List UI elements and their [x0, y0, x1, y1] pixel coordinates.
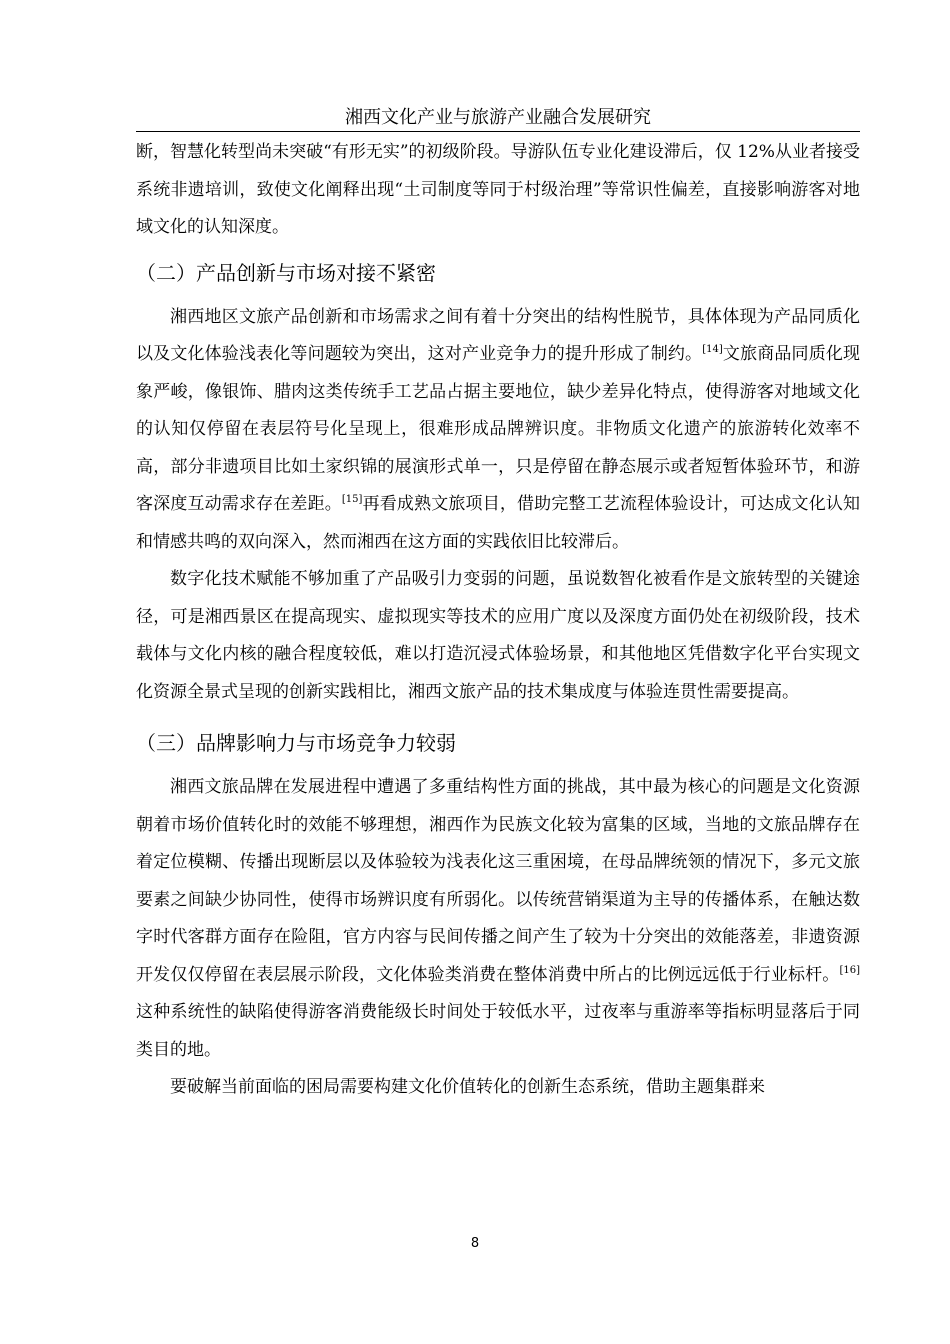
- paragraph-brand: [136, 769, 860, 1069]
- paragraph-text: 湘西地区文旅产品创新和市场需求之间有着十分突出的结构性脱节，具体体现为产品同质化以及文化体验浅表化等问题较为突出，这对产业竞争力的提升形成了制约。: [136, 306, 860, 364]
- citation-16: [16]: [839, 964, 860, 976]
- section-heading-3: （三）品牌影响力与市场竞争力较弱: [136, 731, 456, 755]
- paragraph-text: 这种系统性的缺陷使得游客消费能级长时间处于较低水平，过夜率与重游率等指标明显落后于同类目的地。: [136, 1002, 860, 1060]
- page-number: 8: [470, 1236, 480, 1251]
- citation-14: [14]: [702, 344, 723, 355]
- paragraph-product-innovation: [136, 299, 860, 562]
- paragraph-continuation: 断，智慧化转型尚未突破“有形无实”的初级阶段。导游队伍专业化建设滞后，仅 12%从业者接受系统非遗培训，致使文化阐释出现“土司制度等同于村级治理”等常识性偏差，直接影响游客对地域文化的认知深度。: [136, 142, 860, 237]
- header-rule: [136, 131, 860, 132]
- paragraph-digital-tech: 数字化技术赋能不够加重了产品吸引力变弱的问题，虽说数智化被看作是文旅转型的关键途径，可是湘西景区在提高现实、虚拟现实等技术的应用广度以及深度方面仍处在初级阶段，技术载体与文化内核的融合程度较低，难以打造沉浸式体验场景，和其他地区凭借数字化平台实现文化资源全景式呈现的创新实践相比，湘西文旅产品的技术集成度与体验连贯性需要提高。: [136, 569, 860, 702]
- paragraph-text: 湘西文旅品牌在发展进程中遭遇了多重结构性方面的挑战，其中最为核心的问题是文化资源朝着市场价值转化时的效能不够理想，湘西作为民族文化较为富集的区域，当地的文旅品牌存在着定位模糊、传播出现断层以及体验较为浅表化这三重困境，在母品牌统领的情况下，多元文旅要素之间缺少协同性，使得市场辨识度有所弱化。以传统营销渠道为主导的传播体系，在触达数字时代客群方面存在险阻，官方内容与民间传播之间产生了较为十分突出的效能落差，非遗资源开发仅仅停留在表层展示阶段，文化体验类消费在整体消费中所占的比例远远低于行业标杆。: [136, 777, 860, 985]
- citation-15: [15]: [341, 494, 363, 505]
- section-heading-2: （二）产品创新与市场对接不紧密: [136, 260, 436, 285]
- body-text: [136, 134, 860, 1107]
- running-header: 湘西文化产业与旅游产业融合发展研究: [345, 107, 651, 128]
- paragraph-text: 再看成熟文旅项目，借助完整工艺流程体验设计，可达成文化认知和情感共鸣的双向深入，然而湘西在这方面的实践依旧比较滞后。: [136, 494, 861, 552]
- paragraph-solution: 要破解当前面临的困局需要构建文化价值转化的创新生态系统，借助主题集群来: [170, 1077, 765, 1097]
- paragraph-text: 文旅商品同质化现象严峻，像银饰、腊肉这类传统手工艺品占据主要地位，缺少差异化特点，使得游客对地域文化的认知仅停留在表层符号化呈现上，很难形成品牌辨识度。非物质文化遗产的旅游转化效率不高，部分非遗项目比如土家织锦的展演形式单一，只是停留在静态展示或者短暂体验环节，和游客深度互动需求存在差距。: [136, 344, 861, 514]
